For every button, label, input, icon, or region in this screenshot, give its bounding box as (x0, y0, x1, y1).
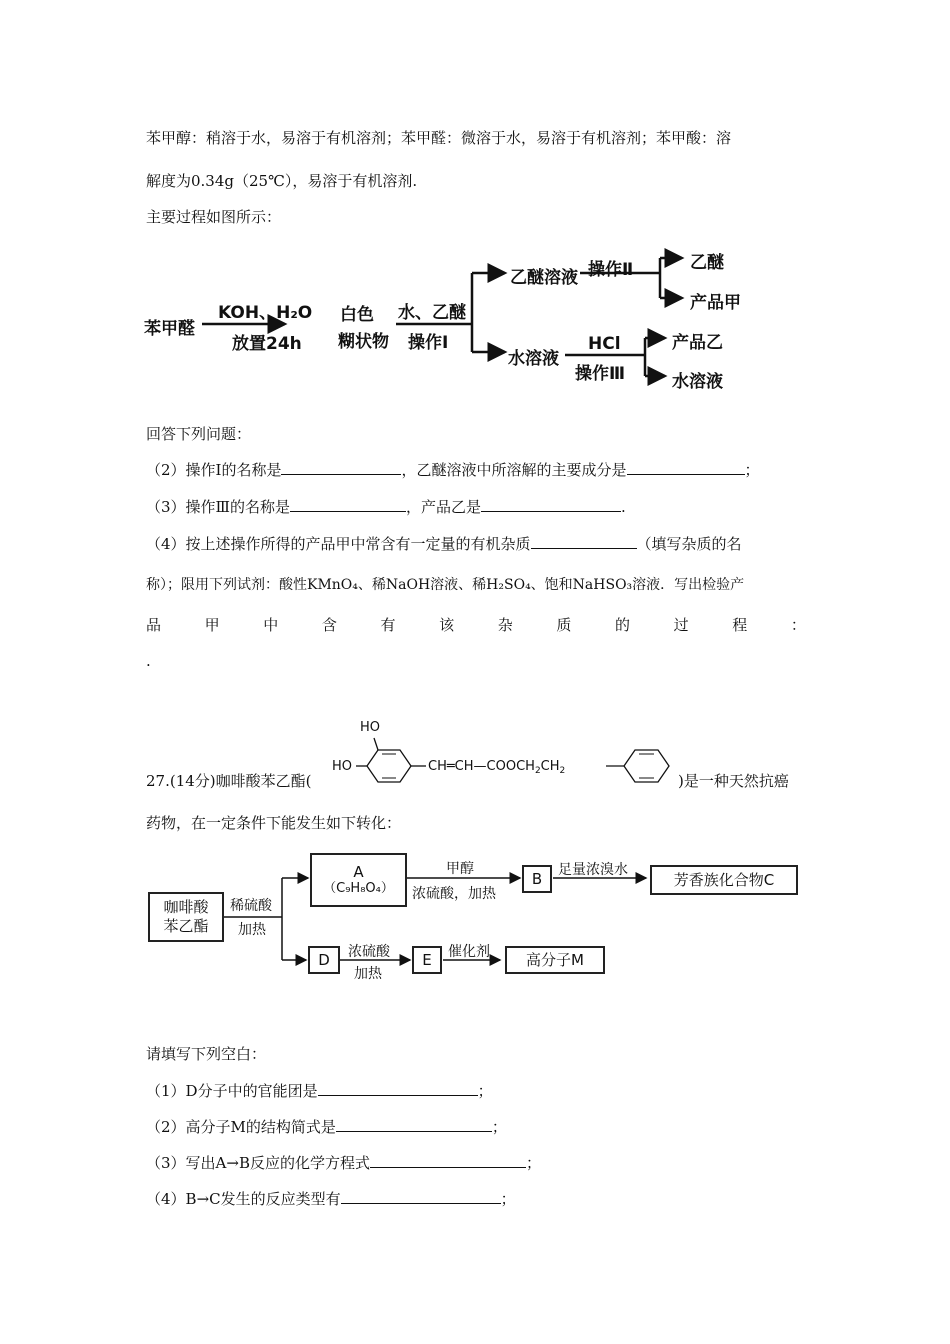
q4-char: 质 (556, 616, 572, 634)
p27-q4-blank[interactable] (341, 1188, 501, 1204)
question-4-line-2: 称）；限用下列试剂：酸性KMnO₄、稀NaOH溶液、稀H₂SO₄、饱和NaHSO₃溶液．写出检验产 (146, 577, 745, 593)
structure-ho-left: HO (332, 759, 353, 774)
p27-q1-blank[interactable] (318, 1080, 478, 1096)
p27-question-1 (146, 1080, 493, 1101)
structure-chain (428, 759, 565, 776)
p27-q2-text: （2）高分子M的结构简式是 (146, 1118, 336, 1136)
q2-answer-blank-1[interactable] (281, 459, 401, 475)
intro-line-1: 苯甲醇：稍溶于水，易溶于有机溶剂；苯甲醛：微溶于水，易溶于有机溶剂；苯甲酸：溶 (146, 129, 732, 147)
flow1-op2: 操作Ⅱ (588, 260, 634, 280)
box-b: B (522, 865, 552, 893)
cond-d-top: 浓硫酸 (348, 944, 390, 960)
flow1-op3: 操作Ⅲ (575, 364, 626, 384)
box-caffeic-ester-line-1: 咖啡酸 (163, 898, 209, 917)
cond-a-top: 甲醇 (446, 861, 474, 877)
q2-text-a: （2）操作Ⅰ的名称是 (146, 461, 282, 479)
flow1-aqueous-out: 水溶液 (672, 372, 723, 392)
flow1-aqueous-solution: 水溶液 (508, 349, 559, 369)
q2-answer-blank-2[interactable] (627, 459, 745, 475)
box-a-formula: （C₉H₈O₄） (323, 881, 394, 897)
q3-answer-blank-2[interactable] (481, 496, 621, 512)
p27-q3-end: ； (525, 1154, 541, 1172)
structure-chain-text: CH═CH—COOCH (428, 759, 535, 774)
flow1-start: 苯甲醛 (144, 319, 195, 339)
q4-char: 中 (263, 616, 279, 634)
box-e: E (412, 946, 442, 974)
question-2 (146, 459, 760, 480)
box-a-label: A (353, 862, 364, 881)
p27-q4-end: ； (500, 1190, 516, 1208)
q4-answer-blank-1[interactable] (531, 533, 637, 549)
q2-text-b: ，乙醚溶液中所溶解的主要成分是 (401, 461, 627, 479)
questions2-heading: 请填写下列空白： (146, 1045, 267, 1063)
q4-char: 该 (439, 616, 455, 634)
question-3 (146, 496, 626, 517)
box-c: 芳香族化合物C (650, 865, 798, 895)
structure-ch: CH (540, 759, 560, 774)
cond-a-bottom: 浓硫酸，加热 (412, 886, 496, 902)
p27-q3-text: （3）写出A→B反应的化学方程式 (146, 1154, 370, 1172)
q4-char: 过 (673, 616, 689, 634)
flow1-product-b: 产品乙 (672, 333, 723, 353)
question-4-line-4: . (146, 652, 151, 670)
p27-question-3 (146, 1152, 541, 1173)
box-m: 高分子M (505, 946, 605, 974)
q4-char: 品 (146, 616, 162, 634)
cond-d-bottom: 加热 (354, 966, 382, 982)
flow1-mid-top: 白色 (340, 305, 374, 325)
q4-char: 甲 (204, 616, 220, 634)
p27-q4-text: （4）B→C发生的反应类型有 (146, 1190, 341, 1208)
question-4-line-1 (146, 533, 742, 554)
flow1-reagent-bottom: 放置24h (232, 334, 302, 354)
q4-char: 程 (732, 616, 748, 634)
p27-q1-end: ； (477, 1082, 493, 1100)
question-4-line-3 (146, 614, 806, 635)
cond1-top: 稀硫酸 (230, 898, 272, 914)
flow1-ether: 乙醚 (690, 253, 724, 273)
box-a (310, 853, 407, 907)
p27-q2-end: ； (491, 1118, 507, 1136)
flow1-op1-top: 水、乙醚 (398, 303, 466, 323)
q3-text-b: ，产品乙是 (406, 498, 482, 516)
flow1-ether-solution: 乙醚溶液 (510, 268, 578, 288)
flow1-reagent-top: KOH、H₂O (218, 303, 313, 323)
p27-q1-text: （1）D分子中的官能团是 (146, 1082, 318, 1100)
structure-sub-2a: 2 (534, 766, 541, 776)
box-caffeic-ester-line-2: 苯乙酯 (163, 917, 209, 935)
p27-question-4 (146, 1188, 516, 1209)
caffeic-acid-phenethyl-ester-structure (318, 716, 688, 796)
q4-char: 杂 (497, 616, 513, 634)
intro-line-2: 解度为0.34g（25℃），易溶于有机溶剂. (146, 172, 418, 190)
cond-e: 催化剂 (448, 944, 490, 960)
structure-sub-2b: 2 (559, 766, 566, 776)
problem27-suffix: )是一种天然抗癌 (678, 772, 789, 790)
q4-char: 含 (321, 616, 337, 634)
problem27-prefix: 27.(14分)咖啡酸苯乙酯( (146, 772, 312, 790)
flow1-op1-bottom: 操作Ⅰ (408, 333, 449, 353)
cond-b: 足量浓溴水 (558, 862, 628, 878)
q4-char: 有 (380, 616, 396, 634)
box-d: D (308, 946, 340, 974)
conversion-flow-diagram (140, 845, 810, 985)
q3-answer-blank-1[interactable] (290, 496, 406, 512)
q4-char: ： (790, 616, 806, 634)
q4-text-a: （4）按上述操作所得的产品甲中常含有一定量的有机杂质 (146, 535, 531, 553)
q4-text-b: （填写杂质的名 (636, 535, 742, 553)
p27-q3-blank[interactable] (370, 1152, 526, 1168)
questions1-heading: 回答下列问题： (146, 425, 252, 443)
q2-text-c: ； (744, 461, 760, 479)
q4-char: 的 (615, 616, 631, 634)
structure-ho-top: HO (360, 720, 381, 735)
cond1-bottom: 加热 (238, 922, 266, 938)
intro-line-3: 主要过程如图所示： (146, 208, 282, 226)
q3-text-a: （3）操作Ⅲ的名称是 (146, 498, 291, 516)
flow1-mid-bottom: 糊状物 (338, 332, 389, 352)
problem27-line-2: 药物，在一定条件下能发生如下转化： (146, 814, 402, 832)
process-flow-diagram (140, 240, 760, 400)
q3-text-c: . (621, 498, 626, 516)
box-caffeic-ester (148, 892, 224, 942)
p27-question-2 (146, 1116, 507, 1137)
flow1-product-a: 产品甲 (690, 293, 741, 313)
p27-q2-blank[interactable] (336, 1116, 492, 1132)
flow1-hcl: HCl (588, 334, 621, 354)
